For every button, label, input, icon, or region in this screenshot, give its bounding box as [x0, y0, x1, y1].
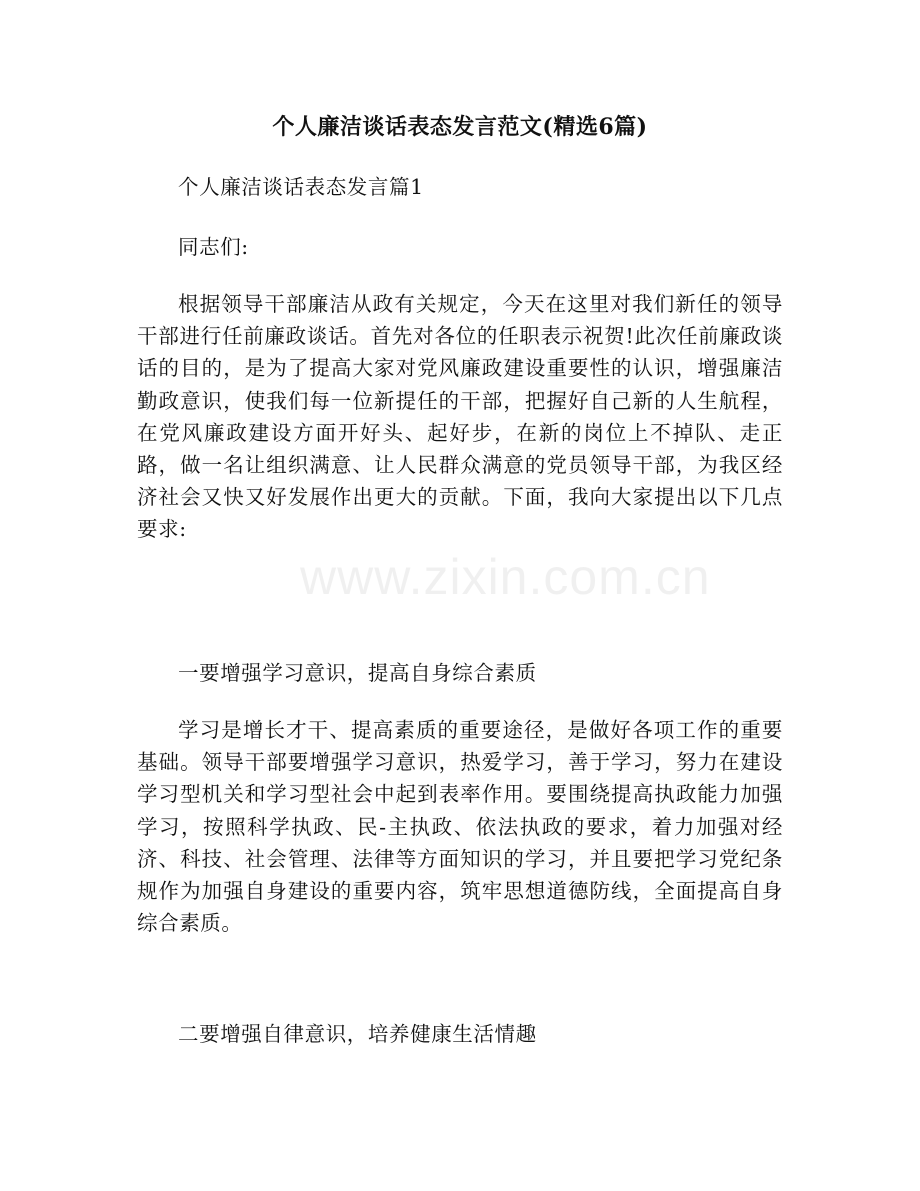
watermark: www.zixin.com.cn — [300, 549, 711, 605]
document-title: 个人廉洁谈话表态发言范文(精选6篇) — [272, 114, 648, 140]
paragraph-2: 学习是增长才干、提高素质的重要途径，是做好各项工作的重要基础。领导干部要增强学习意识，热爱学习，善于学习，努力在建设学习型机关和学习型社会中起到表率作用。要围绕提高执政能力加强学习，按照科学执政、民-主执政、依法执政的要求，着力加强对经济、科技、社会管理、法律等方面知识的学习，并且要把学习党纪条规作为加强自身建设的重要内容，筑牢思想道德防线，全面提高自身综合素质。 — [137, 718, 783, 936]
point-2-heading: 二要增强自律意识，培养健康生活情趣 — [178, 1022, 537, 1046]
greeting: 同志们: — [178, 235, 249, 259]
section-heading: 个人廉洁谈话表态发言篇1 — [178, 175, 424, 199]
point-1-heading: 一要增强学习意识，提高自身综合素质 — [178, 661, 537, 685]
paragraph-1: 根据领导干部廉洁从政有关规定，今天在这里对我们新任的领导干部进行任前廉政谈话。首先对各位的任职表示祝贺!此次任前廉政谈话的目的，是为了提高大家对党风廉政建设重要性的认识，增强廉洁勤政意识，使我们每一位新提任的干部，把握好自己新的人生航程，在党风廉政建设方面开好头、起好步，在新的岗位上不掉队、走正路，做一名让组织满意、让人民群众满意的党员领导干部，为我区经济社会又快又好发展作出更大的贡献。下面，我向大家提出以下几点要求: — [137, 292, 783, 542]
